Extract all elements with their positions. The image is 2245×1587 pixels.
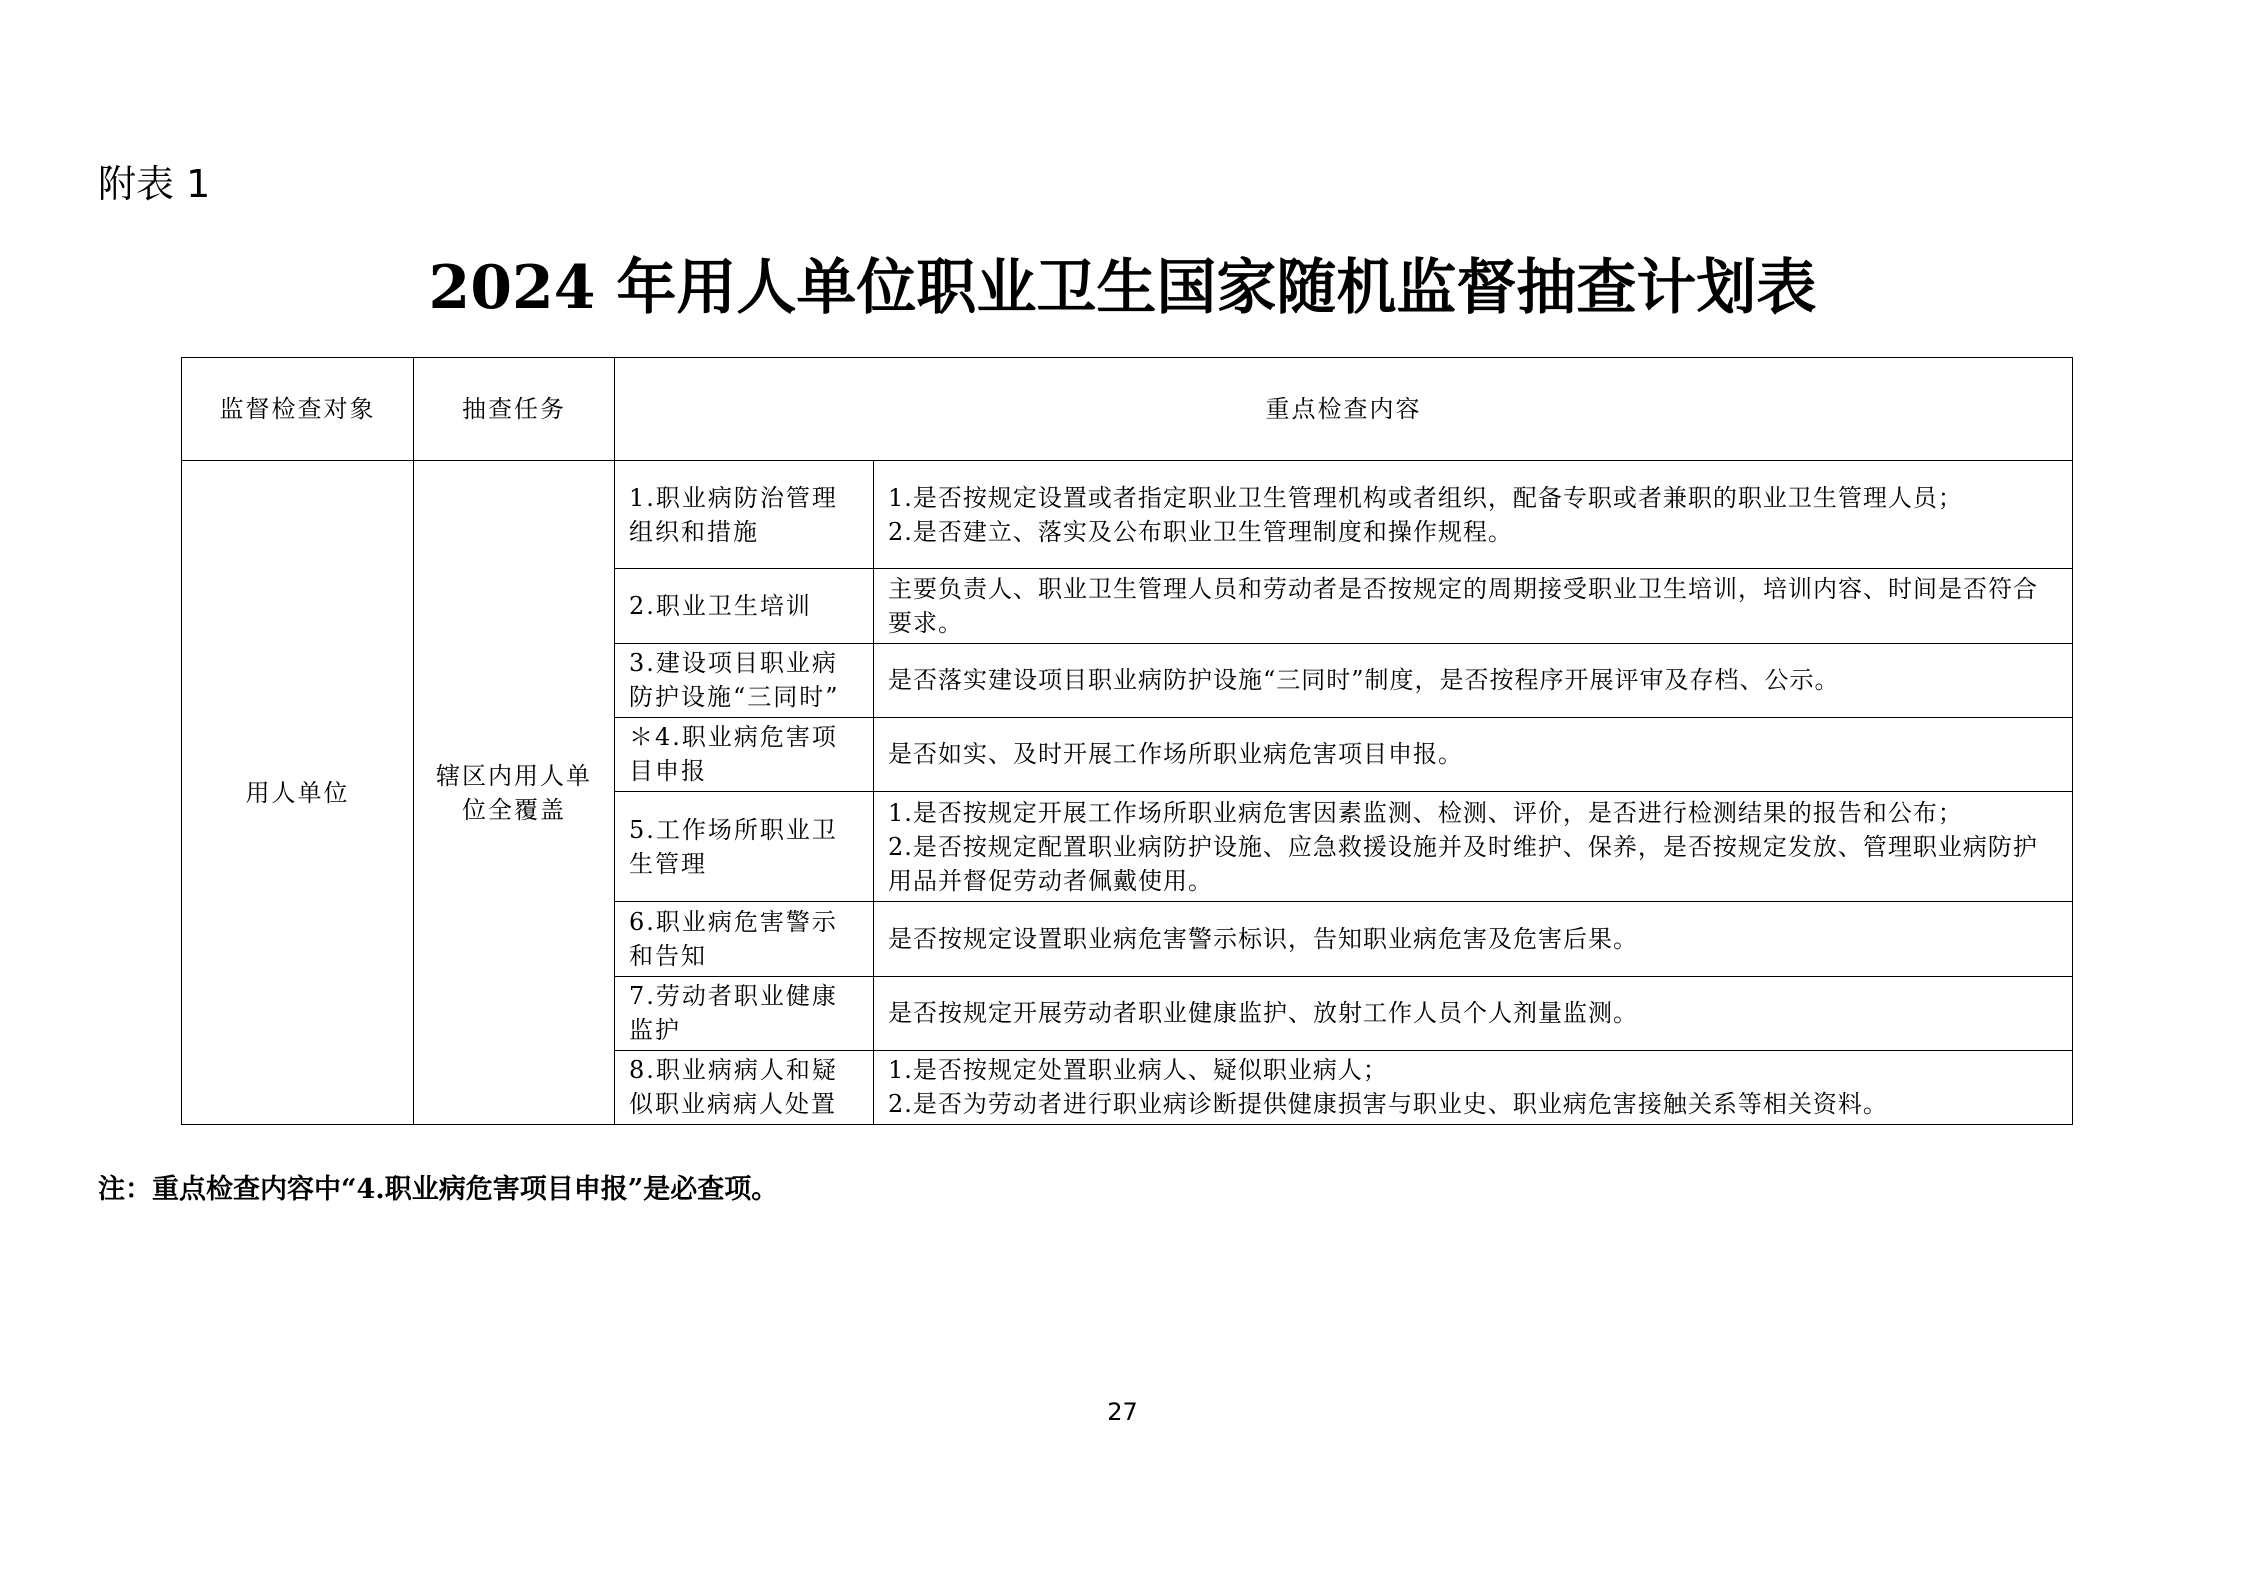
cell-content <box>874 461 2073 569</box>
content-line: 是否如实、及时开展工作场所职业病危害项目申报。 <box>888 740 1463 769</box>
content-line: 是否落实建设项目职业病防护设施“三同时”制度，是否按程序开展评审及存档、公示。 <box>888 666 1840 695</box>
cell-content <box>874 976 2073 1050</box>
cell-item: 5.工作场所职业卫生管理 <box>615 791 874 901</box>
header-content: 重点检查内容 <box>615 358 2073 461</box>
content-line: 1.是否按规定开展工作场所职业病危害因素监测、检测、评价，是否进行检测结果的报告和公布； <box>888 798 1963 827</box>
content-line: 1.是否按规定设置或者指定职业卫生管理机构或者组织，配备专职或者兼职的职业卫生管理人员； <box>888 483 1963 512</box>
cell-item: 3.建设项目职业病防护设施“三同时” <box>615 643 874 717</box>
cell-content <box>874 791 2073 901</box>
inspection-plan-table <box>181 357 2073 1125</box>
cell-item: 6.职业病危害警示和告知 <box>615 902 874 976</box>
footnote: 注：重点检查内容中“4.职业病危害项目申报”是必查项。 <box>98 1174 779 1205</box>
cell-content <box>874 569 2073 643</box>
content-line: 主要负责人、职业卫生管理人员和劳动者是否按规定的周期接受职业卫生培训，培训内容、时间是否符合要求。 <box>888 574 2038 637</box>
cell-item: 2.职业卫生培训 <box>615 569 874 643</box>
cell-item: 7.劳动者职业健康监护 <box>615 976 874 1050</box>
cell-content <box>874 1050 2073 1124</box>
cell-content <box>874 902 2073 976</box>
content-line: 是否按规定开展劳动者职业健康监护、放射工作人员个人剂量监测。 <box>888 999 1638 1028</box>
cell-item: 1.职业病防治管理组织和措施 <box>615 461 874 569</box>
table-row <box>182 461 2073 569</box>
cell-item: 8.职业病病人和疑似职业病病人处置 <box>615 1050 874 1124</box>
content-line: 2.是否建立、落实及公布职业卫生管理制度和操作规程。 <box>888 517 1513 546</box>
page-title: 2024 年用人单位职业卫生国家随机监督抽查计划表 <box>428 253 1817 323</box>
cell-item: ＊4.职业病危害项目申报 <box>615 717 874 791</box>
content-line: 是否按规定设置职业病危害警示标识，告知职业病危害及危害后果。 <box>888 924 1638 953</box>
page-number: 27 <box>1107 1398 1138 1426</box>
cell-content <box>874 717 2073 791</box>
appendix-label: 附表 1 <box>98 162 211 206</box>
cell-object: 用人单位 <box>182 461 414 1125</box>
cell-task: 辖区内用人单位全覆盖 <box>414 461 615 1125</box>
content-line: 2.是否为劳动者进行职业病诊断提供健康损害与职业史、职业病危害接触关系等相关资料。 <box>888 1090 1888 1119</box>
content-line: 1.是否按规定处置职业病人、疑似职业病人； <box>888 1056 1388 1085</box>
content-line: 2.是否按规定配置职业病防护设施、应急救援设施并及时维护、保养，是否按规定发放、管理职业病防护用品并督促劳动者佩戴使用。 <box>888 832 2038 895</box>
header-object: 监督检查对象 <box>182 358 414 461</box>
header-task: 抽查任务 <box>414 358 615 461</box>
cell-content <box>874 643 2073 717</box>
table-header-row <box>182 358 2073 461</box>
